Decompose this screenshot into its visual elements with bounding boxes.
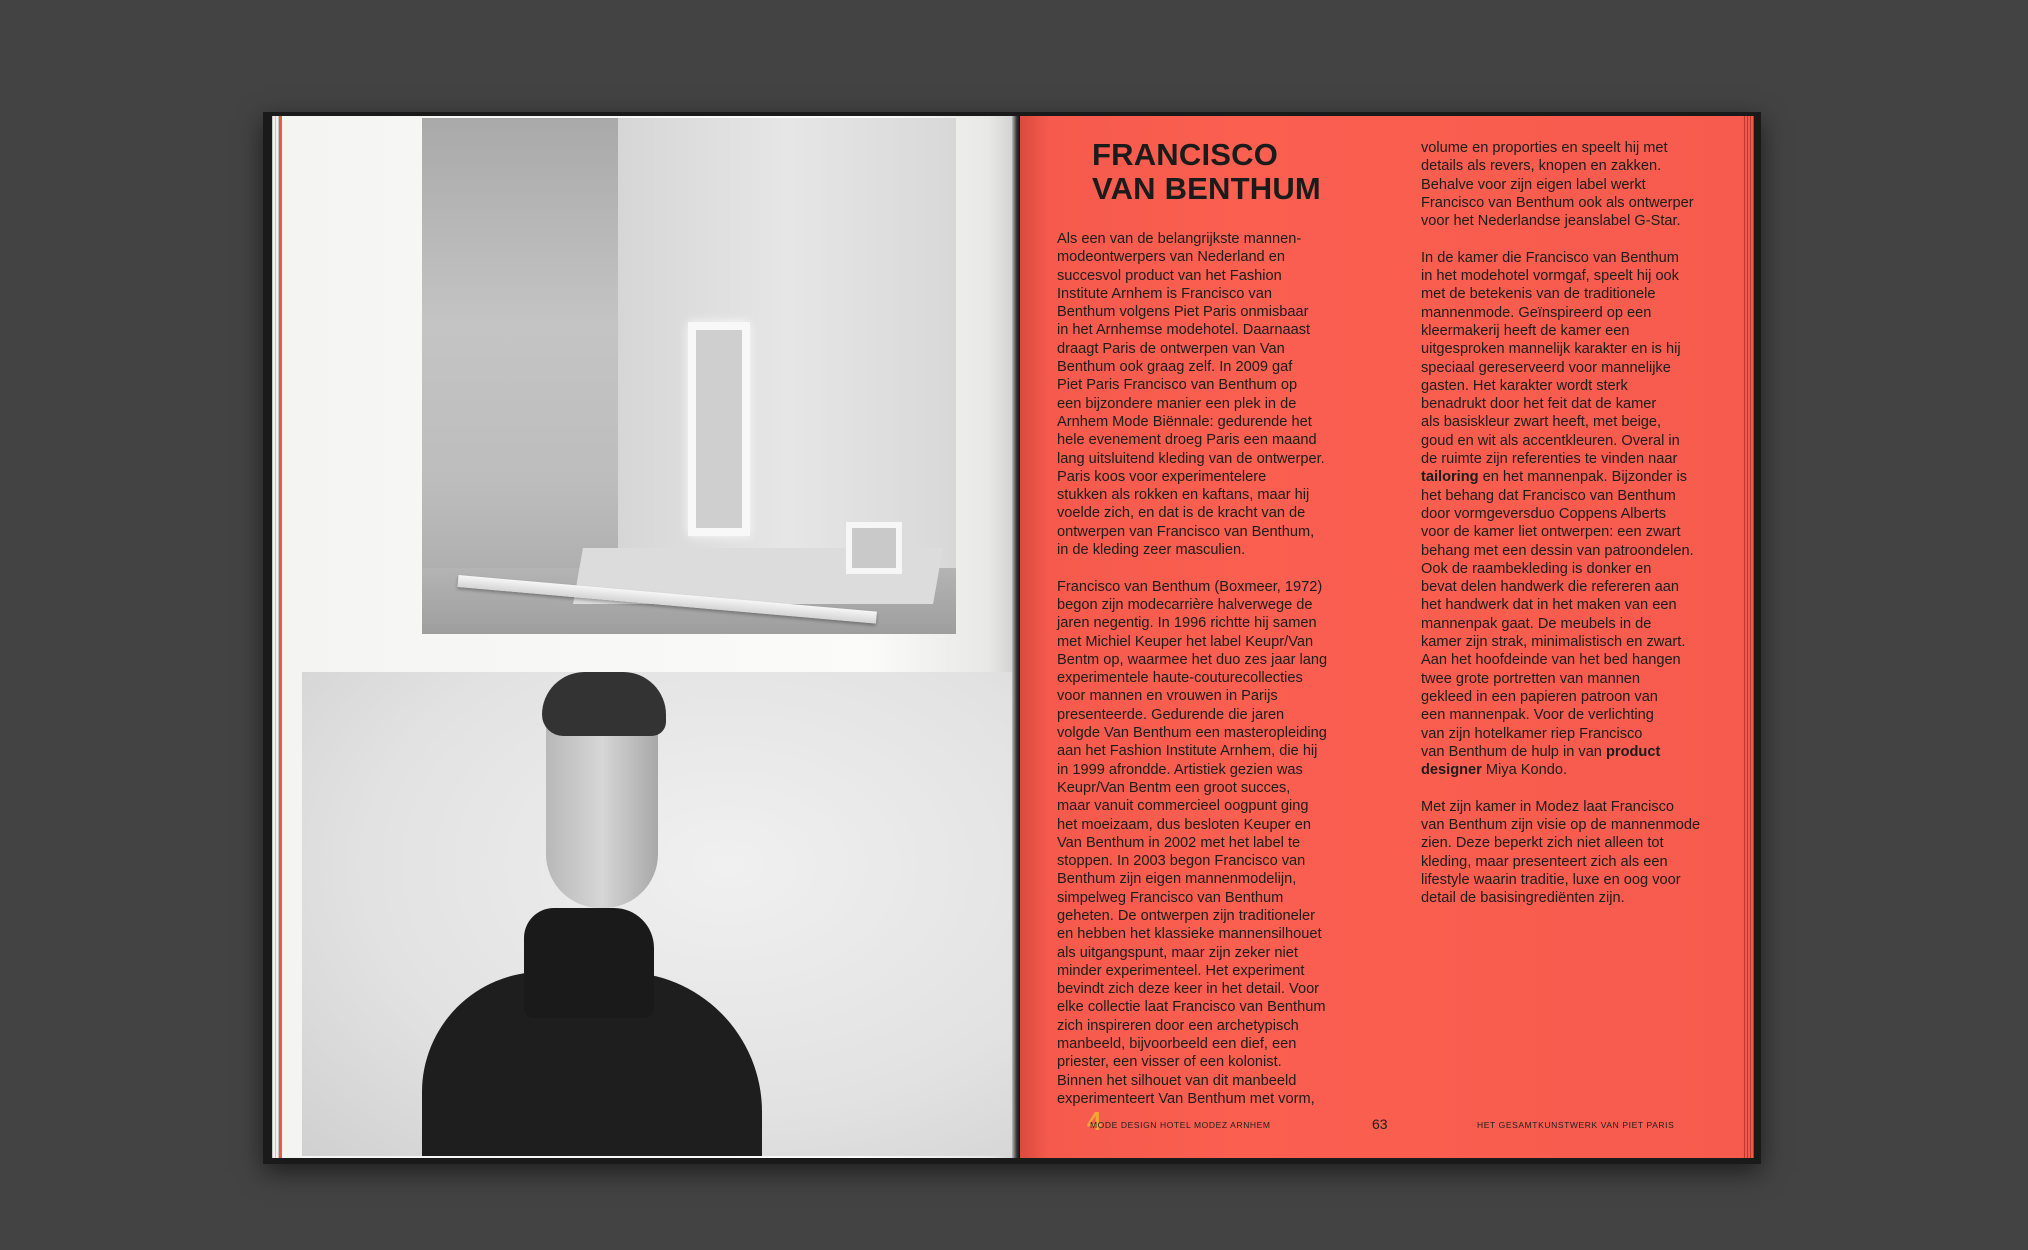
text-line: in 1999 afrondde. Artistiek gezien was <box>1057 761 1303 778</box>
text-line: het handwerk dat in het maken van een <box>1421 597 1677 614</box>
text-line: Benthum zijn eigen mannenmodelijn, <box>1057 871 1297 888</box>
text-line: voelde zich, en dat is de kracht van de <box>1057 505 1306 522</box>
text-line: elke collectie laat Francisco van Benthum <box>1057 999 1326 1016</box>
text-line: benadrukt door het feit dat de kamer <box>1421 396 1657 413</box>
text-line: als basiskleur zwart heeft, met beige, <box>1421 414 1662 431</box>
text-line <box>1421 743 1700 761</box>
text-line: voor het Nederlandse jeanslabel G-Star. <box>1421 213 1681 230</box>
text-line: en hebben het klassieke mannensilhouet <box>1057 926 1322 943</box>
text-line: door vormgeversduo Coppens Alberts <box>1421 505 1666 522</box>
text-line: hele evenement droeg Paris een maand <box>1057 432 1317 449</box>
text-line <box>1421 468 1700 486</box>
body-column-right <box>1421 139 1700 907</box>
text-line: maar vanuit commercieel oogpunt ging <box>1057 798 1309 815</box>
text-line: Behalve voor zijn eigen label werkt <box>1421 176 1646 193</box>
page-number: 63 <box>1372 1116 1388 1132</box>
text-line: volgde Van Benthum een masteropleiding <box>1057 725 1327 742</box>
text-line: een mannenpak. Voor de verlichting <box>1421 707 1654 724</box>
text-line: in het modehotel vormgaf, speelt hij ook <box>1421 268 1679 285</box>
bold-term-designer: designer <box>1421 762 1482 779</box>
text-line <box>1421 761 1700 779</box>
text-line: voor de kamer liet ontwerpen: een zwart <box>1421 524 1681 541</box>
text-line: kleermakerij heeft de kamer een <box>1421 322 1630 339</box>
text-line: stoppen. In 2003 begon Francisco van <box>1057 853 1306 870</box>
text-line: Met zijn kamer in Modez laat Francisco <box>1421 798 1675 815</box>
text-line: van zijn hotelkamer riep Francisco <box>1421 725 1643 742</box>
text-line: voor mannen en vrouwen in Parijs <box>1057 688 1278 705</box>
text-line: het behang dat Francisco van Benthum <box>1421 487 1676 504</box>
body-column-left <box>1057 230 1327 1108</box>
article-title-line-1: FRANCISCO <box>1092 137 1279 172</box>
running-head-right: HET GESAMTKUNSTWERK VAN PIET PARIS <box>1477 1120 1675 1130</box>
body-column-right-part-c <box>1421 798 1700 908</box>
text-line: lang uitsluitend kleding van de ontwerper. <box>1057 450 1325 467</box>
text-line: speciaal gereserveerd voor mannelijke <box>1421 359 1671 376</box>
portrait-photo <box>302 672 1012 1156</box>
left-page-red-edge <box>279 116 282 1158</box>
text-line: een bijzondere manier een plek in de <box>1057 395 1297 412</box>
running-head-left: MODE DESIGN HOTEL MODEZ ARNHEM <box>1090 1120 1271 1130</box>
text-line: Piet Paris Francisco van Benthum op <box>1057 377 1298 394</box>
paragraph-gap <box>1057 559 1327 577</box>
text-line: modeontwerpers van Nederland en <box>1057 249 1285 266</box>
text-line: Als een van de belangrijkste mannen- <box>1057 231 1302 247</box>
bold-term-tailoring: tailoring <box>1421 469 1479 486</box>
text-line: aan het Fashion Institute Arnhem, die hij <box>1057 743 1318 760</box>
text-line: mannenpak gaat. De meubels in de <box>1421 615 1652 632</box>
text-line: minder experimenteel. Het experiment <box>1057 962 1305 979</box>
text-line: succesvol product van het Fashion <box>1057 267 1282 284</box>
text-line: Van Benthum in 2002 met het label te <box>1057 834 1301 851</box>
text-line: gasten. Het karakter wordt sterk <box>1421 377 1628 394</box>
text-line: detail de basisingrediënten zijn. <box>1421 890 1625 907</box>
text-line: jaren negentig. In 1996 richtte hij samen <box>1057 615 1317 632</box>
text-line: kamer zijn strak, minimalistisch en zwart. <box>1421 634 1686 651</box>
text-line: In de kamer die Francisco van Benthum <box>1421 249 1679 266</box>
text-line: Benthum volgens Piet Paris onmisbaar <box>1057 304 1309 321</box>
body-column-right-part-a <box>1421 139 1700 468</box>
text-line: Bentm op, waarmee het duo zes jaar lang <box>1057 651 1328 668</box>
text-line: bevindt zich deze keer in het detail. Voor <box>1057 981 1320 998</box>
book-gutter <box>1012 116 1020 1158</box>
shirt-collar <box>524 908 654 1018</box>
text-line: presenteerde. Gedurende die jaren <box>1057 706 1285 723</box>
text-fragment: en het mannenpak. Bijzonder is <box>1478 469 1688 486</box>
text-fragment: van Benthum de hulp in van <box>1421 743 1606 760</box>
text-line: Benthum ook graag zelf. In 2009 gaf <box>1057 359 1293 376</box>
bold-term-product: product <box>1605 743 1661 760</box>
text-line: Francisco van Benthum ook als ontwerper <box>1421 194 1694 211</box>
text-line: gekleed in een papieren patroon van <box>1421 688 1658 705</box>
text-line: als uitgangspunt, maar zijn zeker niet <box>1057 944 1298 961</box>
text-line: ontwerpen van Francisco van Benthum, <box>1057 523 1315 540</box>
small-lamp <box>846 522 902 574</box>
text-line: zien. Deze beperkt zich niet alleen tot <box>1421 835 1664 852</box>
paragraph-gap <box>1421 779 1700 797</box>
text-line: in het Arnhemse modehotel. Daarnaast <box>1057 322 1311 339</box>
chapter-number: 4 <box>1087 1106 1102 1136</box>
model-hair <box>542 672 666 736</box>
paragraph-gap <box>1421 230 1700 248</box>
lamp-installation-photo <box>422 118 956 634</box>
text-line: het moeizaam, dus besloten Keuper en <box>1057 816 1311 833</box>
text-line: Binnen het silhouet van dit manbeeld <box>1057 1072 1297 1089</box>
article-title <box>1092 138 1321 206</box>
text-line: Ook de raambekleding is donker en <box>1421 560 1652 577</box>
text-line: behang met een dessin van patroondelen. <box>1421 542 1694 559</box>
text-line: simpelweg Francisco van Benthum <box>1057 889 1284 906</box>
text-line: Institute Arnhem is Francisco van <box>1057 285 1272 302</box>
text-line: twee grote portretten van mannen <box>1421 670 1641 687</box>
text-line: stukken als rokken en kaftans, maar hij <box>1057 487 1310 504</box>
text-line: van Benthum zijn visie op de mannenmode <box>1421 816 1701 833</box>
text-line: mannenmode. Geïnspireerd op een <box>1421 304 1652 321</box>
text-line: priester, een visser of een kolonist. <box>1057 1054 1282 1071</box>
text-line: Aan het hoofdeinde van het bed hangen <box>1421 652 1681 669</box>
text-line: manbeeld, bijvoorbeeld een dief, een <box>1057 1036 1297 1053</box>
text-line: draagt Paris de ontwerpen van Van <box>1057 340 1285 357</box>
right-page-edge <box>1742 116 1754 1158</box>
text-line: experimentele haute-couturecollecties <box>1057 670 1303 687</box>
text-line: uitgesproken mannelijk karakter en is hij <box>1421 341 1681 358</box>
body-column-right-part-b <box>1421 487 1700 743</box>
text-line: Francisco van Benthum (Boxmeer, 1972) <box>1057 578 1323 595</box>
text-line: Paris koos voor experimentelere <box>1057 468 1267 485</box>
text-line: zich inspireren door een archetypisch <box>1057 1017 1299 1034</box>
text-line: lifestyle waarin traditie, luxe en oog voor <box>1421 871 1681 888</box>
text-line: in de kleding zeer masculien. <box>1057 542 1246 559</box>
text-line: begon zijn modecarrière halverwege de <box>1057 596 1313 613</box>
text-line: details als revers, knopen en zakken. <box>1421 158 1662 175</box>
text-fragment: Miya Kondo. <box>1481 762 1568 779</box>
paper-backdrop <box>618 118 956 578</box>
text-line: de ruimte zijn referenties te vinden naar <box>1421 451 1678 468</box>
text-line: experimenteert Van Benthum met vorm, <box>1057 1090 1315 1107</box>
text-line: Arnhem Mode Biënnale: gedurende het <box>1057 413 1312 430</box>
text-line: kleding, maar presenteert zich als een <box>1421 853 1668 870</box>
tall-lamp <box>688 322 750 536</box>
text-line: met de betekenis van de traditionele <box>1421 286 1656 303</box>
text-line: goud en wit als accentkleuren. Overal in <box>1421 432 1680 449</box>
text-line: geheten. De ontwerpen zijn traditioneler <box>1057 907 1315 924</box>
article-title-line-2: VAN BENTHUM <box>1092 171 1321 206</box>
text-line: Keupr/Van Bentm een groot succes, <box>1057 779 1291 796</box>
text-line: volume en proporties en speelt hij met <box>1421 140 1668 156</box>
text-line: bevat delen handwerk die refereren aan <box>1421 579 1679 596</box>
text-line: met Michiel Keuper het label Keupr/Van <box>1057 633 1314 650</box>
